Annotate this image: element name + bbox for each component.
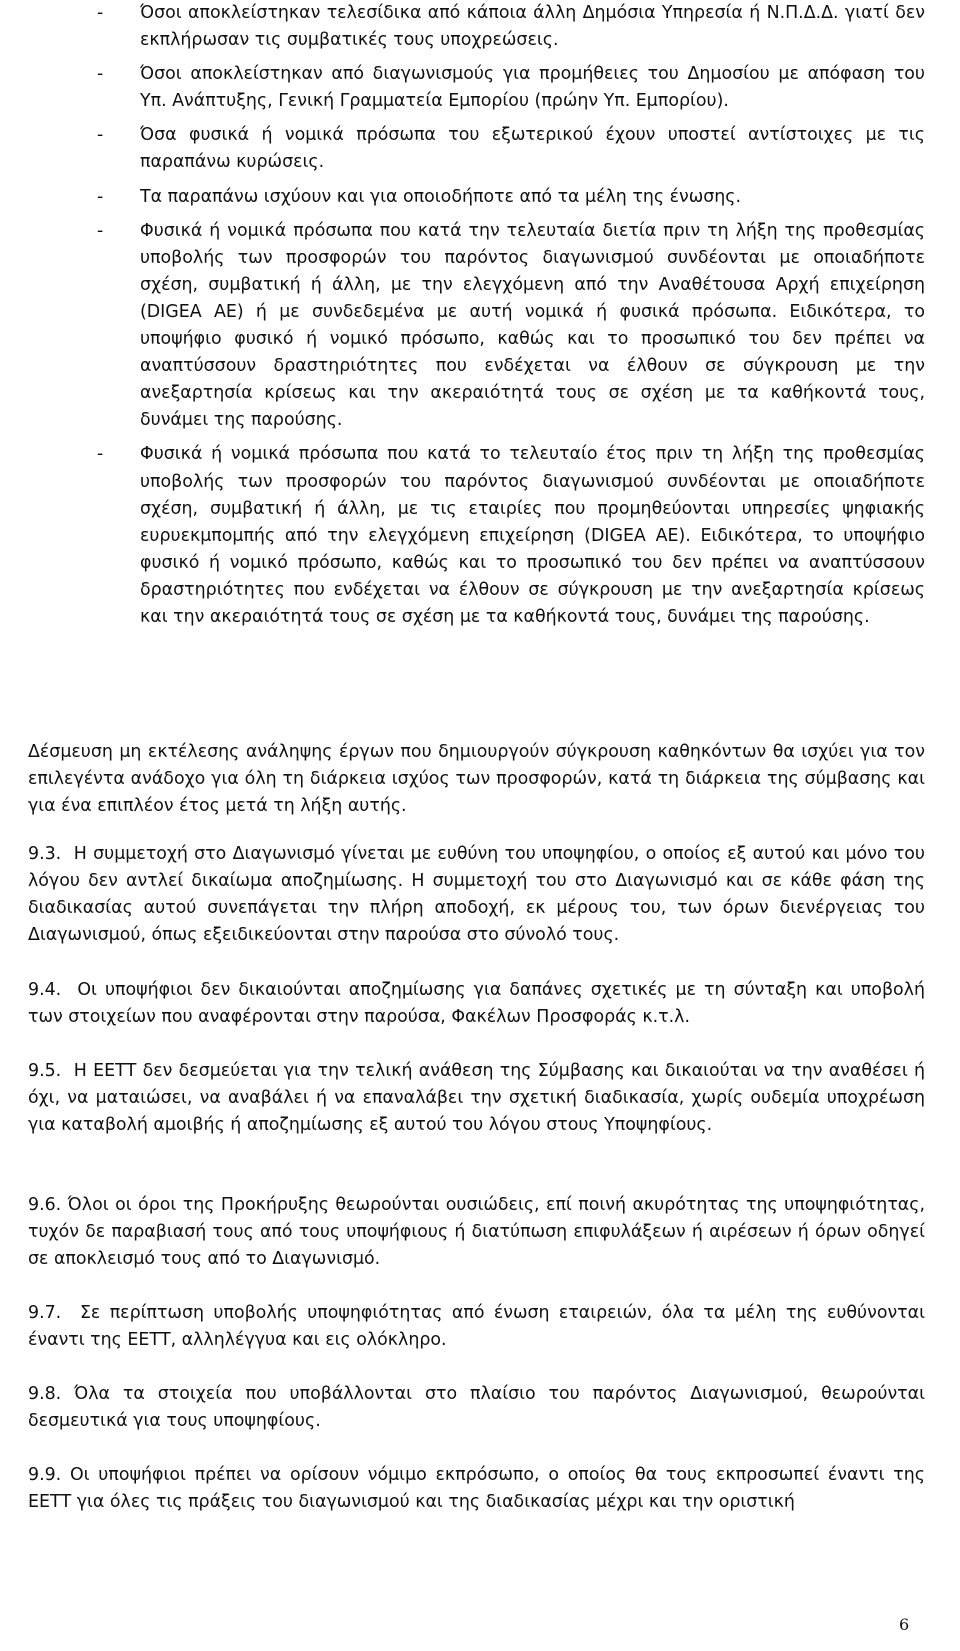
clause-9-7 <box>28 1300 925 1354</box>
clause-text: Οι υποψήφιοι πρέπει να ορίσουν νόμιμο εκπρόσωπο, ο οποίος θα τους εκπροσωπεί έναντι της ΕΕΤΤ για όλες τις πράξεις του διαγωνισμού και της διαδικασίας μέχρι και την οριστική <box>28 1465 926 1513</box>
clause-9-3 <box>28 841 925 949</box>
list-item: - Όσοι αποκλείστηκαν από διαγωνισμούς για προμήθειες του Δημοσίου με απόφαση του Υπ. Ανάπτυξης, Γενική Γραμματεία Εμπορίου (πρώην Υπ. Εμπορίου). <box>97 64 925 112</box>
clause-text: Η συμμετοχή στο Διαγωνισμό γίνεται με ευθύνη του υποψηφίου, ο οποίος εξ αυτού και μόνο του λόγου δεν αντλεί δικαίωμα αποζημίωσης. Η συμμετοχή του στο Διαγωνισμό και σε κάθε φάση της διαδικασίας αυτού συνεπάγεται την πλήρη αποδοχή, εκ μέρους του, των όρων διενέργειας του Διαγωνισμού, όπως εξειδικεύονται στην παρούσα στο σύνολό τους. <box>28 844 925 946</box>
clause-text: Όλοι οι όροι της Προκήρυξης θεωρούνται ουσιώδεις, επί ποινή ακυρότητας της υποψηφιότητας, τυχόν δε παραβιασή τους από τους υποψήφιους ή διατύπωση επιφυλάξεων ή αιρέσεων ή όρων οδηγεί σε αποκλεισμό τους από το Διαγωνισμό. <box>28 1195 925 1270</box>
list-item: - Όσοι αποκλείστηκαν τελεσίδικα από κάποια άλλη Δημόσια Υπηρεσία ή Ν.Π.Δ.Δ. γιατί δεν εκπλήρωσαν τις συμβατικές τους υποχρεώσεις. <box>97 3 925 51</box>
clause-number: 9.3. <box>28 844 62 864</box>
exclusion-list <box>97 0 925 638</box>
list-item: - Τα παραπάνω ισχύουν και για οποιοδήποτε από τα μέλη της ένωσης. <box>97 186 742 207</box>
list-item: - Όσα φυσικά ή νομικά πρόσωπα του εξωτερικού έχουν υποστεί αντίστοιχες με τις παραπάνω κυρώσεις. <box>97 125 925 173</box>
page-number: 6 <box>899 1615 910 1634</box>
clause-9-6 <box>28 1192 925 1273</box>
clause-9-5 <box>28 1058 925 1139</box>
clause-number: 9.7. <box>28 1303 62 1323</box>
clause-number: 9.5. <box>28 1061 62 1081</box>
list-item: - Φυσικά ή νομικά πρόσωπα που κατά την τελευταία διετία πριν τη λήξη της προθεσμίας υποβολής των προσφορών του παρόντος διαγωνισμού συνδέονται με οποιαδήποτε σχέση, συμβατική ή άλλη, με την ελεγχόμενη από την Αναθέτουσα Αρχή επιχείρηση (DIGEA AE) ή με συνδεδεμένα με αυτή νομικά ή φυσικά πρόσωπα. Ειδικότερα, το υποψήφιο φυσικό ή νομικό πρόσωπο, καθώς και το προσωπικό του δεν πρέπει να αναπτύσσουν δραστηριότητες που ενδέχεται να έλθουν σε σύγκρουση με την ανεξαρτησία κρίσεως και την ακεραιότητά τους σε σχέση με τα καθήκοντά τους, δυνάμει της παρούσης. <box>97 220 925 431</box>
clause-number: 9.4. <box>28 980 62 1000</box>
commitment-paragraph: Δέσμευση μη εκτέλεσης ανάληψης έργων που δημιουργούν σύγκρουση καθηκόντων θα ισχύει για τον επιλεγέντα ανάδοχο για όλη τη διάρκεια ισχύος των προσφορών, κατά τη διάρκεια της σύμβασης και για ένα επιπλέον έτος μετά τη λήξη αυτής. <box>28 742 925 817</box>
clause-number: 9.9. <box>28 1465 62 1485</box>
clause-text: Οι υποψήφιοι δεν δικαιούνται αποζημίωσης για δαπάνες σχετικές με τη σύνταξη και υποβολή των στοιχείων που αναφέρονται στην παρούσα, Φακέλων Προσφοράς κ.τ.λ. <box>28 980 925 1028</box>
clause-9-9 <box>28 1462 925 1516</box>
clause-text: Όλα τα στοιχεία που υποβάλλονται στο πλαίσιο του παρόντος Διαγωνισμού, θεωρούνται δεσμευτικά για τους υποψηφίους. <box>28 1384 925 1432</box>
clause-9-4 <box>28 977 925 1031</box>
clause-9-8 <box>28 1381 925 1435</box>
clause-text: Η ΕΕΤΤ δεν δεσμεύεται για την τελική ανάθεση της Σύμβασης και δικαιούται να την αναθέσει ή όχι, να ματαιώσει, να αναβάλει ή να επαναλάβει την σχετική διαδικασία, χωρίς ουδεμία υποχρέωση για καταβολή αμοιβής ή αποζημίωσης εξ αυτού του λόγου στους Υποψηφίους. <box>28 1061 926 1136</box>
clause-number: 9.8. <box>28 1384 62 1404</box>
clause-text: Σε περίπτωση υποβολής υποψηφιότητας από ένωση εταιρειών, όλα τα μέλη της ευθύνονται έναντι της ΕΕΤΤ, αλληλέγγυα και εις ολόκληρο. <box>28 1303 925 1351</box>
clause-number: 9.6. <box>28 1195 62 1215</box>
list-item: - Φυσικά ή νομικά πρόσωπα που κατά το τελευταίο έτος πριν τη λήξη της προθεσμίας υποβολής των προσφορών του παρόντος διαγωνισμού συνδέονται με οποιαδήποτε σχέση, συμβατική ή άλλη, με τις εταιρίες που προμηθεύονται υπηρεσίες ψηφιακής ευρυεκμπομπής από την ελεγχόμενη επιχείρηση (DIGEA ΑΕ). Ειδικότερα, το υποψήφιο φυσικό ή νομικό πρόσωπο, καθώς και το προσωπικό του δεν πρέπει να αναπτύσσουν δραστηριότητες που ενδέχεται να έλθουν σε σύγκρουση με την ανεξαρτησία κρίσεως και την ακεραιότητά τους σε σχέση με τα καθήκοντά τους, δυνάμει της παρούσης. <box>97 444 925 627</box>
